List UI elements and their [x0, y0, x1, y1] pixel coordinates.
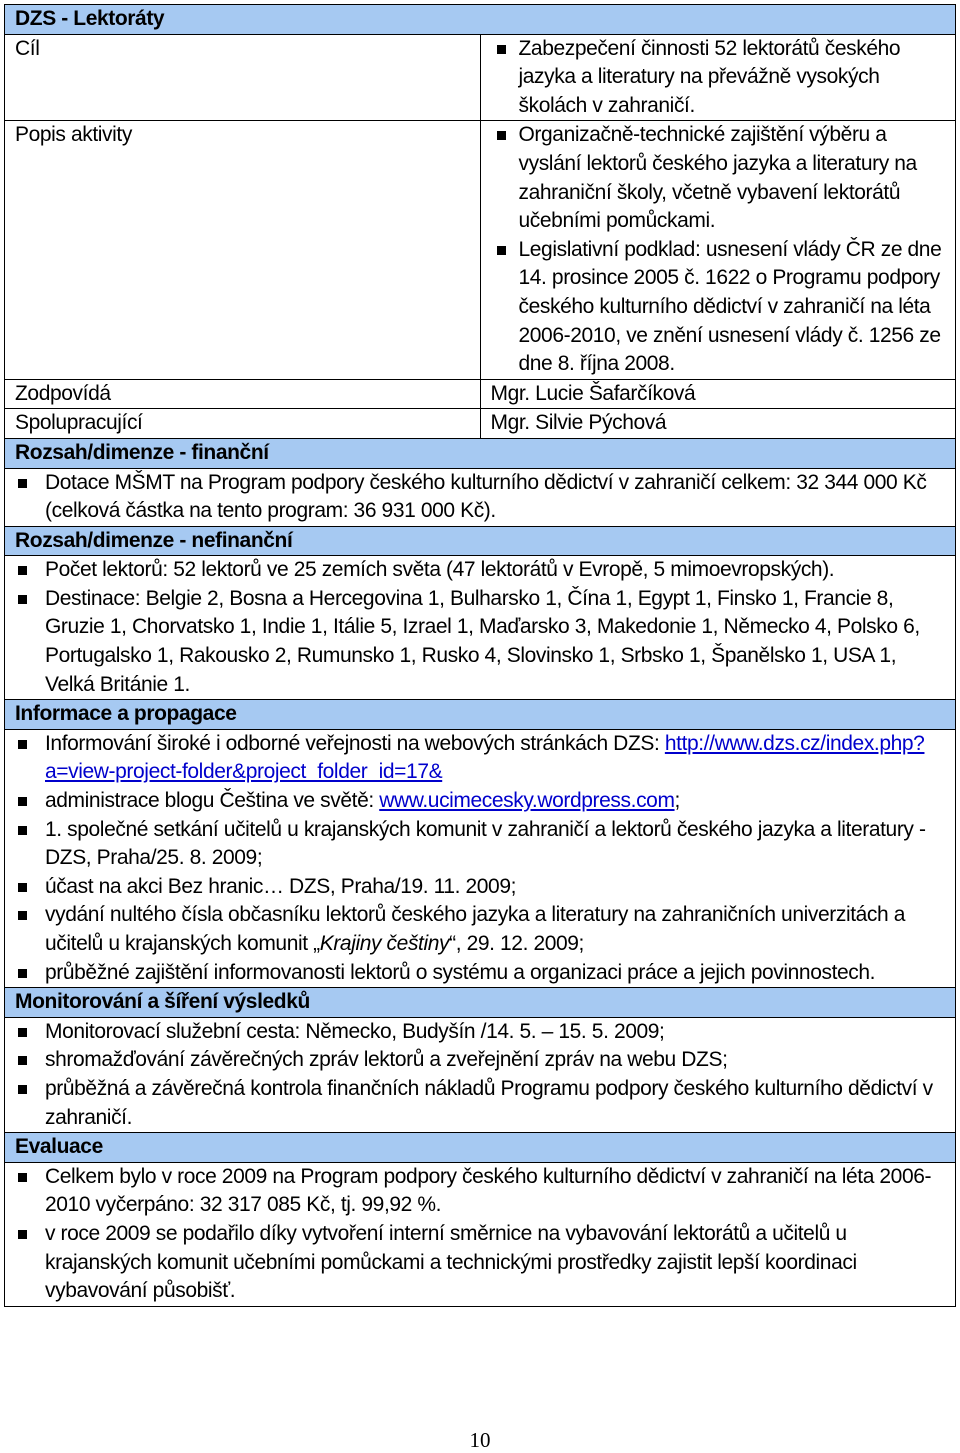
dzs-project-link[interactable]: http://www.dzs.cz/index.php?a=view-project-folder&project_folder_id=17&	[45, 731, 925, 784]
project-table	[4, 4, 956, 1307]
row-content-cil	[480, 34, 956, 121]
list-item: Dotace MŠMT na Program podpory českého kulturního dědictví v zahraničí celkem: 32 344 000 Kč (celková částka na tento program: 36 931 000 Kč).	[15, 469, 945, 526]
row-label-cil: Cíl	[5, 34, 481, 121]
list-item: Destinace: Belgie 2, Bosna a Hercegovina 1, Bulharsko 1, Čína 1, Egypt 1, Finsko 1, Francie 8, Gruzie 1, Chorvatsko 1, Indie 1, Itálie 5, Izrael 1, Maďarsko 3, Makedonie 1, Německo 4, Polsko 6, Portugalsko 1, Rakousko 2, Rumunsko 1, Rusko 4, Slovinsko 1, Srbsko 1, Španělsko 1, USA 1, Velká Británie 1.	[15, 585, 945, 699]
section-heading-financni: Rozsah/dimenze - finanční	[5, 438, 956, 468]
row-label-spolupracujici: Spolupracující	[5, 409, 481, 439]
list-item: účast na akci Bez hranic… DZS, Praha/19. 11. 2009;	[15, 873, 945, 902]
list-item: Celkem bylo v roce 2009 na Program podpory českého kulturního dědictví v zahraničí na léta 2006-2010 vyčerpáno: 32 317 085 Kč, tj. 99,92 %.	[15, 1163, 945, 1220]
row-label-popis: Popis aktivity	[5, 121, 481, 379]
list-item: Zabezpečení činnosti 52 lektorátů českého jazyka a literatury na převážně vysokých školách v zahraničí.	[491, 35, 946, 121]
list-item: vydání nultého čísla občasníku lektorů českého jazyka a literatury na zahraničních univerzitách a učitelů u krajanských komunit „Krajiny češtiny“, 29. 12. 2009;	[15, 901, 945, 958]
list-item: Informování široké i odborné veřejnosti na webových stránkách DZS: http://www.dzs.cz/index.php?a=view-project-folder&project_folder_id=17&	[15, 730, 945, 787]
section-body-monitorovani	[5, 1017, 956, 1132]
list-item: Monitorovací služební cesta: Německo, Budyšín /14. 5. – 15. 5. 2009;	[15, 1018, 945, 1047]
list-item: v roce 2009 se podařilo díky vytvoření interní směrnice na vybavování lektorátů a učitelů u krajanských komunit učebními pomůckami a technickými prostředky zajistit lepší koordinaci vybavování působišť.	[15, 1220, 945, 1306]
responsible-person: Mgr. Lucie Šafarčíková	[480, 379, 956, 409]
section-heading-nefinancni: Rozsah/dimenze - nefinanční	[5, 526, 956, 556]
list-item: Legislativní podklad: usnesení vlády ČR ze dne 14. prosince 2005 č. 1622 o Programu podpory českého kulturního dědictví v zahraničí na léta 2006-2010, ve znění usnesení vlády č. 1256 ze dne 8. října 2008.	[491, 236, 946, 379]
publication-title: Krajiny češtiny	[319, 932, 450, 955]
list-item: shromažďování závěrečných zpráv lektorů a zveřejnění zpráv na webu DZS;	[15, 1046, 945, 1075]
list-item: 1. společné setkání učitelů u krajanských komunit v zahraničí a lektorů českého jazyka a literatury - DZS, Praha/25. 8. 2009;	[15, 816, 945, 873]
section-body-evaluace	[5, 1162, 956, 1306]
page-number: 10	[469, 1428, 491, 1452]
section-body-informace	[5, 729, 956, 987]
list-item: Počet lektorů: 52 lektorů ve 25 zemích světa (47 lektorátů v Evropě, 5 mimoevropských).	[15, 556, 945, 585]
document-page	[4, 4, 956, 1307]
list-item: administrace blogu Čeština ve světě: www.ucimecesky.wordpress.com;	[15, 787, 945, 816]
section-body-financni	[5, 468, 956, 526]
table-title: DZS - Lektoráty	[5, 5, 956, 35]
list-item: Organizačně-technické zajištění výběru a vyslání lektorů českého jazyka a literatury na zahraniční školy, včetně vybavení lektorátů učebními pomůckami.	[491, 121, 946, 235]
row-label-zodpovida: Zodpovídá	[5, 379, 481, 409]
list-item: průběžná a závěrečná kontrola finančních nákladů Programu podpory českého kulturního dědictví v zahraničí.	[15, 1075, 945, 1132]
blog-link[interactable]: www.ucimecesky.wordpress.com	[379, 789, 675, 813]
section-body-nefinancni	[5, 556, 956, 700]
section-heading-evaluace: Evaluace	[5, 1133, 956, 1163]
section-heading-informace: Informace a propagace	[5, 700, 956, 730]
collaborator-person: Mgr. Silvie Pýchová	[480, 409, 956, 439]
section-heading-monitorovani: Monitorování a šíření výsledků	[5, 988, 956, 1018]
list-item: průběžné zajištění informovanosti lektorů o systému a organizaci práce a jejich povinnostech.	[15, 959, 945, 988]
row-content-popis	[480, 121, 956, 379]
